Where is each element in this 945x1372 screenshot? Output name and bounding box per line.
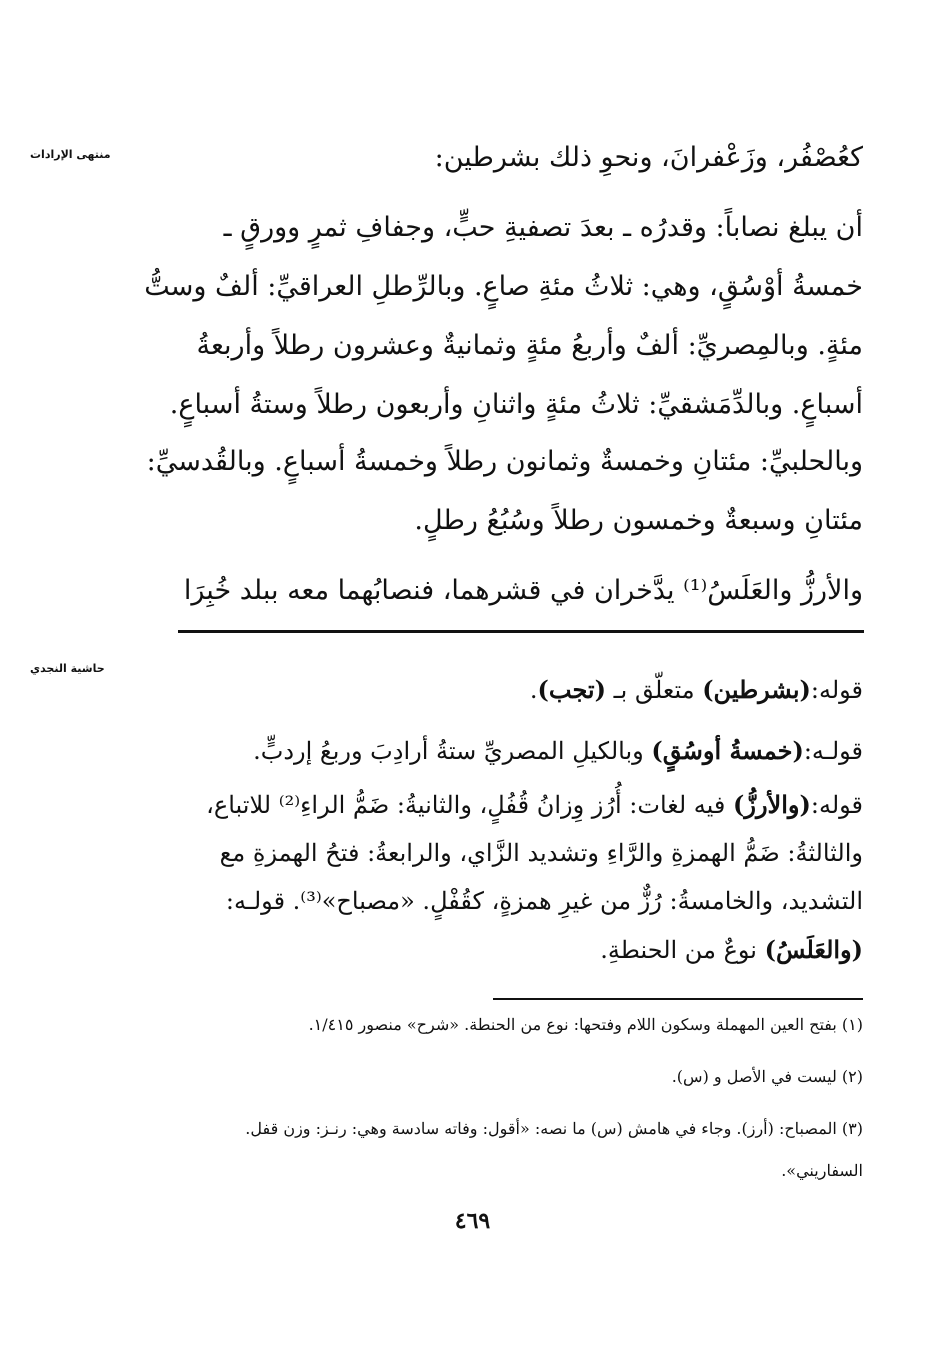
section-divider [178,630,864,633]
footnote: (٢) ليست في الأصل و (س). [671,1067,863,1086]
main-line: أسباعٍ. وبالدِّمَشقيِّ: ثلاثُ مئةٍ واثنانِ وأربعون رطلاً وستةُ أسباعٍ. [169,389,863,420]
commentary-line: والثالثةُ: ضَمُّ الهمزةِ والرَّاءِ وتشديد الزَّاي، والرابعةُ: فتحُ الهمزةِ مع [219,839,863,867]
main-line: مئةٍ. وبالمِصريِّ: ألفٌ وأربعُ مئةٍ وثمانيةٌ وعشرون رطلاً وأربعةُ [196,330,863,361]
commentary-line: قولـه:(خمسةُ أوسُقٍ) وبالكيلِ المصريِّ ستةُ أرادِبَ وربعُ إردبٍّ. [253,736,863,765]
main-line: كعُصْفُر، وزَعْفرانَ، ونحوِ ذلك بشرطين: [434,142,863,173]
main-line: والأرزُّ والعَلَسُ⁽¹⁾ يدَّخران في قشرهما، فنصابُهما معه ببلد خُبِرَا [183,575,863,606]
main-line: وبالحلبيِّ: مئتانِ وخمسةٌ وثمانون رطلاً وخمسةُ أسباعٍ. وبالقُدسيِّ: [146,446,863,477]
commentary-label: حاشية النجدي [30,662,105,675]
commentary-line: (والعَلَسُ) نوعٌ من الحنطةِ. [600,935,863,964]
commentary-line: التشديد، والخامسةُ: رُزٌّ من غيرِ همزةٍ، كقُفْلٍ. «مصباح»⁽³⁾. قولـه: [225,887,863,915]
footnote-continuation: السفاريني». [781,1161,863,1180]
running-head-label: منتهى الإرادات [30,148,111,161]
main-line: مئتانِ وسبعةٌ وخمسون رطلاً وسُبُعُ رطلٍ. [414,505,863,536]
footnote: (٣) المصباح: (أرز). وجاء في هامش (س) ما نصه: «أقول: وفاته سادسة وهي: رنـز: وزن قفل. [245,1119,863,1138]
page-number: ٤٦٩ [454,1208,491,1234]
commentary-line: قوله:(والأرزُّ) فيه لغات: أُرُز وِزانُ قُفُلٍ، والثانيةُ: ضَمُّ الراءِ⁽²⁾ للاتباع، [206,790,863,819]
commentary-line: قوله:(بشرطين) متعلّق بـ (تجب). [529,675,863,704]
footnote: (١) بفتح العين المهملة وسكون اللام وفتحها: نوع من الحنطة. «شرح» منصور ١/٤١٥. [308,1015,863,1034]
main-line: خمسةُ أوْسُقٍ، وهي: ثلاثُ مئةِ صاعٍ. وبالرِّطلِ العراقيِّ: ألفٌ وستُّ [144,271,863,302]
footnote-divider [493,998,863,1000]
main-line: أن يبلغ نصاباً: وقدرُه ـ بعدَ تصفيةِ حبٍّ، وجفافِ ثمرٍ وورقٍ ـ [223,212,863,243]
